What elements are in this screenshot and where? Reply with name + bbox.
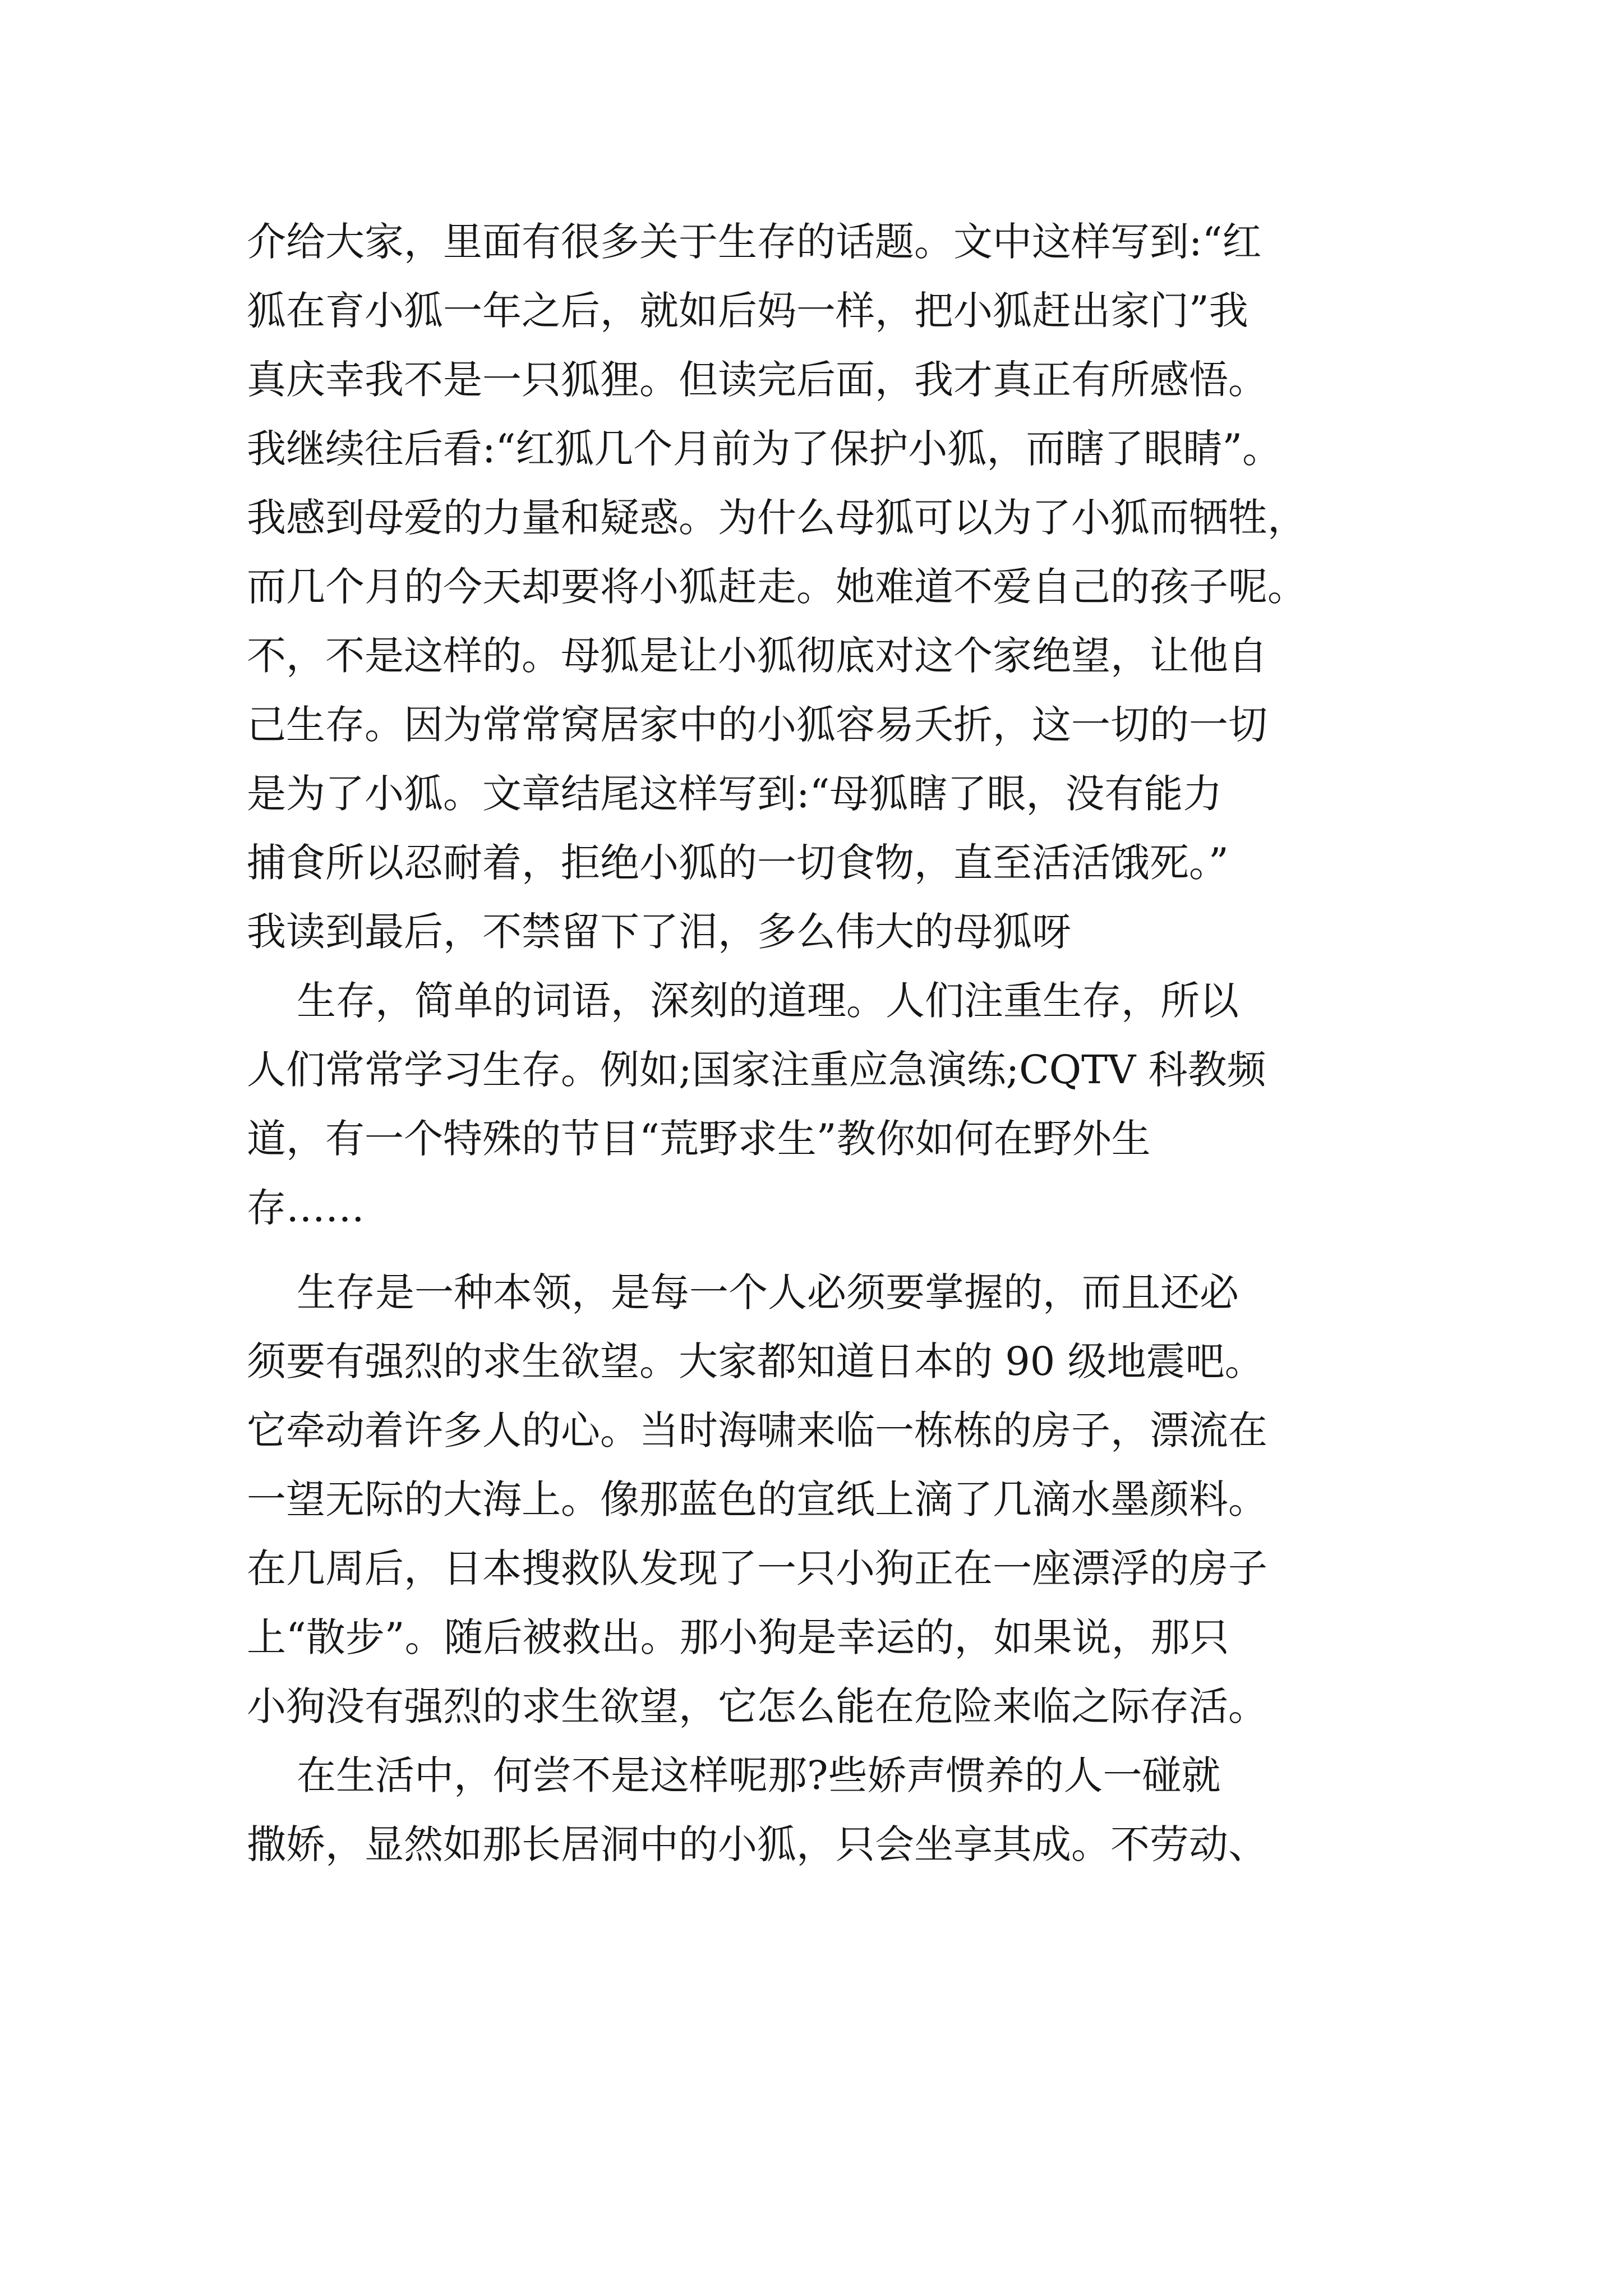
body-text [247, 208, 1402, 1879]
text-line: 己生存。因为常常窝居家中的小狐容易夭折，这一切的一切 [247, 702, 1267, 748]
text-line: 在生活中，何尝不是这样呢那?些娇声惯养的人一碰就 [247, 1752, 1221, 1798]
text-line: 介给大家，里面有很多关于生存的话题。文中这样写到:“红 [247, 219, 1262, 265]
paragraph-gap [247, 1243, 1402, 1258]
text-line: 不，不是这样的。母狐是让小狐彻底对这个家绝望，让他自 [247, 633, 1267, 679]
text-line: 上“散步”。随后被救出。那小狗是幸运的，如果说，那只 [247, 1614, 1229, 1660]
text-line: 真庆幸我不是一只狐狸。但读完后面，我才真正有所感悟。 [247, 357, 1267, 403]
text-line: 在几周后，日本搜救队发现了一只小狗正在一座漂浮的房子 [247, 1545, 1267, 1591]
text-line: 我读到最后，不禁留下了泪，多么伟大的母狐呀 [247, 909, 1071, 955]
text-line: 它牵动着许多人的心。当时海啸来临一栋栋的房子，漂流在 [247, 1407, 1267, 1453]
text-line: 一望无际的大海上。像那蓝色的宣纸上滴了几滴水墨颜料。 [247, 1476, 1267, 1522]
text-line: 存…… [247, 1185, 365, 1231]
text-line: 狐在育小狐一年之后，就如后妈一样，把小狐赶出家门”我 [247, 288, 1248, 334]
text-line: 生存是一种本领，是每一个人必须要掌握的，而且还必 [247, 1269, 1239, 1315]
text-line: 撒娇，显然如那长居洞中的小狐，只会坐享其成。不劳动、 [247, 1821, 1267, 1867]
text-line: 我继续往后看:“红狐几个月前为了保护小狐，而瞎了眼睛”。 [247, 426, 1282, 472]
text-line: 而几个月的今天却要将小狐赶走。她难道不爱自己的孩子呢。 [247, 564, 1307, 610]
text-line: 须要有强烈的求生欲望。大家都知道日本的 90 级地震吧。 [247, 1338, 1264, 1384]
text-line: 人们常常学习生存。例如;国家注重应急演练;CQTV 科教频 [247, 1047, 1266, 1093]
text-line: 生存，简单的词语，深刻的道理。人们注重生存，所以 [247, 978, 1239, 1024]
text-line: 小狗没有强烈的求生欲望，它怎么能在危险来临之际存活。 [247, 1683, 1267, 1729]
text-line: 是为了小狐。文章结尾这样写到:“母狐瞎了眼，没有能力 [247, 771, 1223, 817]
text-line: 道，有一个特殊的节目“荒野求生”教你如何在野外生 [247, 1116, 1151, 1162]
text-line: 我感到母爱的力量和疑惑。为什么母狐可以为了小狐而牺牲， [247, 495, 1307, 541]
text-line: 捕食所以忍耐着，拒绝小狐的一切食物，直至活活饿死。” [247, 840, 1229, 886]
